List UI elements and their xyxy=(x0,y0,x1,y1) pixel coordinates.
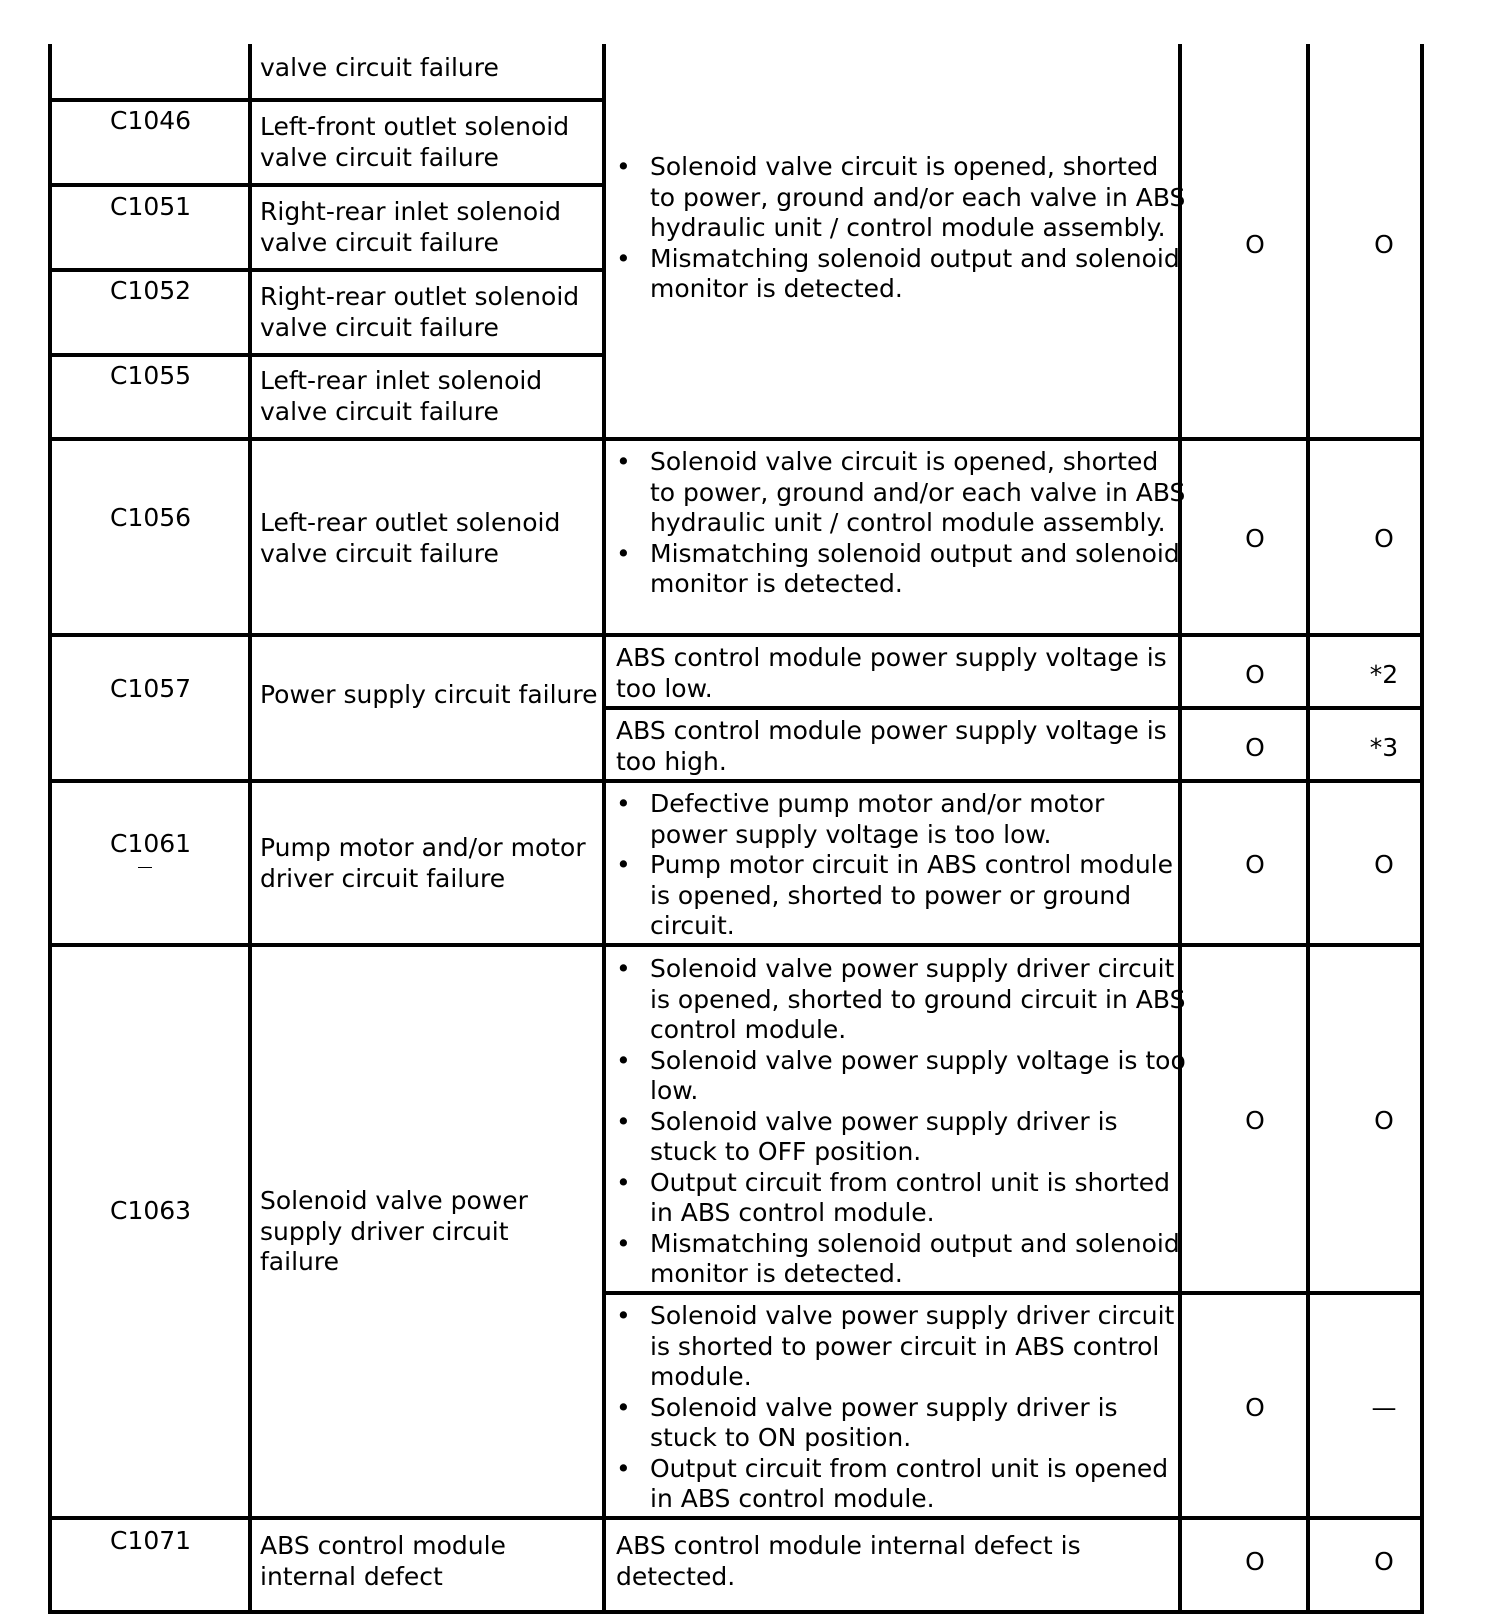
description-cell: Left-front outlet solenoid valve circuit failure xyxy=(260,112,570,172)
condition-item: • Solenoid valve power supply voltage is too low. xyxy=(616,1046,1186,1107)
description-cell: Right-rear inlet solenoid valve circuit failure xyxy=(260,197,561,257)
row-line xyxy=(48,633,1424,637)
condition-item: • Output circuit from control unit is opened in ABS control module. xyxy=(616,1454,1186,1515)
dtc-code: C1046 xyxy=(110,106,192,135)
condition-cell: ABS control module internal defect is detected. xyxy=(616,1531,1081,1591)
condition-item: • Mismatching solenoid output and solenoid monitor is detected. xyxy=(616,1229,1186,1290)
row-line xyxy=(604,706,1424,710)
condition-item: • Solenoid valve power supply driver circuit is opened, shorted to ground circuit in ABS control module. xyxy=(616,954,1186,1046)
condition-item: • Solenoid valve circuit is opened, shorted to power, ground and/or each valve in ABS hydraulic unit / control module assembly. xyxy=(616,152,1186,244)
table-divider-mark xyxy=(1306,44,1310,1614)
table-border-left xyxy=(48,44,52,1614)
dtc-code: C1063 xyxy=(110,1196,192,1225)
table-divider-desc xyxy=(602,44,606,1614)
row-line xyxy=(604,1291,1424,1295)
row-line xyxy=(48,1516,1424,1520)
dtc-code: C1057 xyxy=(110,674,192,703)
dtc-code: C1071 xyxy=(110,1526,192,1555)
row-line xyxy=(48,98,604,102)
description-cell: Right-rear outlet solenoid valve circuit failure xyxy=(260,282,580,342)
mark-2: *2 xyxy=(1369,660,1399,689)
table-border-bottom xyxy=(48,1610,1424,1614)
dtc-code: C1061 xyxy=(110,829,192,858)
condition-cell xyxy=(616,1301,1186,1515)
condition-item: • Mismatching solenoid output and solenoid monitor is detected. xyxy=(616,244,1186,305)
condition-cell xyxy=(616,789,1186,942)
table-divider-code xyxy=(248,44,252,1614)
mark-1: O xyxy=(1245,230,1265,259)
mark-1: O xyxy=(1245,1393,1265,1422)
condition-item: • Defective pump motor and/or motor power supply voltage is too low. xyxy=(616,789,1186,850)
mark-2: *3 xyxy=(1369,733,1399,762)
description-cell: Solenoid valve power supply driver circuit failure xyxy=(260,1186,528,1276)
dtc-code: C1051 xyxy=(110,192,192,221)
mark-2: O xyxy=(1374,524,1394,553)
condition-cell: ABS control module power supply voltage is too high. xyxy=(616,716,1167,776)
dtc-code: C1056 xyxy=(110,503,192,532)
row-line xyxy=(48,353,604,357)
description-cell: Left-rear inlet solenoid valve circuit failure xyxy=(260,366,543,426)
mark-1: O xyxy=(1245,1547,1265,1576)
row-line xyxy=(48,779,1424,783)
dtc-code: C1052 xyxy=(110,276,192,305)
mark-1: O xyxy=(1245,660,1265,689)
condition-cell xyxy=(616,152,1186,305)
row-line xyxy=(48,183,604,187)
condition-item: • Solenoid valve power supply driver is stuck to OFF position. xyxy=(616,1107,1186,1168)
row-line xyxy=(48,437,1424,441)
condition-cell xyxy=(616,447,1186,600)
description-cell: ABS control module internal defect xyxy=(260,1531,506,1591)
mark-2: O xyxy=(1374,230,1394,259)
mark-1: O xyxy=(1245,733,1265,762)
condition-cell: ABS control module power supply voltage is too low. xyxy=(616,643,1167,703)
mark-1: O xyxy=(1245,1106,1265,1135)
row-line xyxy=(48,943,1424,947)
dtc-code: C1055 xyxy=(110,361,192,390)
condition-item: • Solenoid valve power supply driver circuit is shorted to power circuit in ABS control module. xyxy=(616,1301,1186,1393)
condition-cell xyxy=(616,954,1186,1290)
mark-1: O xyxy=(1245,524,1265,553)
dash-mark xyxy=(138,867,152,868)
mark-1: O xyxy=(1245,850,1265,879)
condition-item: • Output circuit from control unit is shorted in ABS control module. xyxy=(616,1168,1186,1229)
table-border-right xyxy=(1420,44,1424,1614)
condition-item: • Pump motor circuit in ABS control module is opened, shorted to power or ground circuit. xyxy=(616,850,1186,942)
condition-item: • Solenoid valve circuit is opened, shorted to power, ground and/or each valve in ABS hydraulic unit / control module assembly. xyxy=(616,447,1186,539)
condition-item: • Mismatching solenoid output and solenoid monitor is detected. xyxy=(616,539,1186,600)
mark-2: O xyxy=(1374,1547,1394,1576)
mark-2: O xyxy=(1374,1106,1394,1135)
row-line xyxy=(48,268,604,272)
description-cell: valve circuit failure xyxy=(260,53,499,82)
description-cell: Power supply circuit failure xyxy=(260,680,598,709)
mark-2: — xyxy=(1371,1393,1397,1422)
description-cell: Left-rear outlet solenoid valve circuit failure xyxy=(260,508,561,568)
description-cell: Pump motor and/or motor driver circuit failure xyxy=(260,833,586,893)
mark-2: O xyxy=(1374,850,1394,879)
condition-item: • Solenoid valve power supply driver is stuck to ON position. xyxy=(616,1393,1186,1454)
